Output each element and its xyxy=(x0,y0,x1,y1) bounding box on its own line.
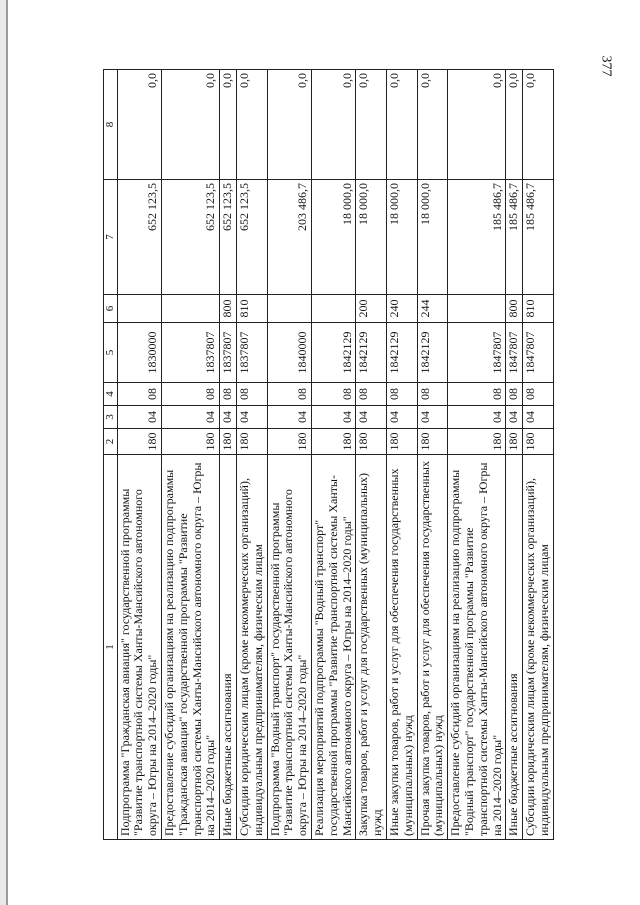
row-code-ministry: 180 xyxy=(506,429,523,455)
row-amount-col8: 0,0 xyxy=(386,70,417,180)
row-amount-col8: 0,0 xyxy=(523,70,554,180)
row-code-subsection: 08 xyxy=(417,383,448,406)
header-cell: 5 xyxy=(104,323,118,383)
row-description: Предоставление субсидий организациям на реализацию подпрограммы "Водный транспорт" государственной программы "Развитие транспортной системы Ханты-Мансийского автономного округа – Югры на 2014–2020 годы" xyxy=(448,455,506,840)
header-cell: 4 xyxy=(104,383,118,406)
row-code-section: 04 xyxy=(506,406,523,429)
row-code-expense: 800 xyxy=(506,295,523,323)
row-code-subsection: 08 xyxy=(448,383,506,406)
row-code-subsection: 08 xyxy=(312,383,356,406)
row-code-expense xyxy=(448,295,506,323)
row-amount-col7: 652 123,5 xyxy=(162,180,220,295)
row-code-target: 1837807 xyxy=(162,323,220,383)
row-code-target: 1842129 xyxy=(356,323,387,383)
row-amount-col8: 0,0 xyxy=(117,70,161,180)
row-code-target: 1842129 xyxy=(312,323,356,383)
row-amount-col7: 185 486,7 xyxy=(448,180,506,295)
row-code-section: 04 xyxy=(386,406,417,429)
row-code-section: 04 xyxy=(417,406,448,429)
row-description: Иные бюджетные ассигнования xyxy=(506,455,523,840)
row-amount-col7: 18 000,0 xyxy=(356,180,387,295)
row-description: Закупка товаров, работ и услуг для государственных (муниципальных) нужд xyxy=(356,455,387,840)
table-row xyxy=(506,70,523,840)
table-row xyxy=(356,70,387,840)
rotated-table-frame xyxy=(103,70,623,840)
header-cell: 8 xyxy=(104,70,118,180)
row-code-section: 04 xyxy=(356,406,387,429)
row-code-expense xyxy=(267,295,311,323)
row-amount-col7: 652 123,5 xyxy=(117,180,161,295)
table-row xyxy=(417,70,448,840)
row-code-section: 04 xyxy=(117,406,161,429)
table-row xyxy=(267,70,311,840)
row-code-subsection: 08 xyxy=(506,383,523,406)
header-cell: 3 xyxy=(104,406,118,429)
header-cell: 1 xyxy=(104,455,118,840)
row-code-ministry: 180 xyxy=(237,429,268,455)
row-code-subsection: 08 xyxy=(237,383,268,406)
row-code-ministry: 180 xyxy=(267,429,311,455)
row-description: Прочая закупка товаров, работ и услуг для обеспечения государственных (муниципальных) нужд xyxy=(417,455,448,840)
row-code-subsection: 08 xyxy=(386,383,417,406)
row-description: Предоставление субсидий организациям на реализацию подпрограммы "Гражданская авиация" государственной программы "Развитие транспортной системы Ханты-Мансийского автономного округа – Югры на 2014–2020 годы" xyxy=(162,455,220,840)
row-code-target: 1837807 xyxy=(220,323,237,383)
row-code-section: 04 xyxy=(448,406,506,429)
header-cell: 2 xyxy=(104,429,118,455)
row-code-target: 1837807 xyxy=(237,323,268,383)
row-amount-col7: 652 123,5 xyxy=(220,180,237,295)
table-row xyxy=(220,70,237,840)
row-code-ministry: 180 xyxy=(417,429,448,455)
row-code-subsection: 08 xyxy=(117,383,161,406)
row-description: Субсидии юридическим лицам (кроме некоммерческих организаций), индивидуальным предпринимателям, физическим лицам xyxy=(523,455,554,840)
row-amount-col7: 18 000,0 xyxy=(312,180,356,295)
row-code-subsection: 08 xyxy=(267,383,311,406)
table-row xyxy=(162,70,220,840)
row-code-section: 04 xyxy=(312,406,356,429)
table-body xyxy=(117,70,553,840)
row-amount-col7: 185 486,7 xyxy=(506,180,523,295)
row-code-subsection: 08 xyxy=(523,383,554,406)
row-amount-col8: 0,0 xyxy=(237,70,268,180)
row-code-expense: 200 xyxy=(356,295,387,323)
row-code-ministry: 180 xyxy=(220,429,237,455)
row-code-subsection: 08 xyxy=(162,383,220,406)
row-description: Подпрограмма "Гражданская авиация" государственной программы "Развитие транспортной системы Ханты-Мансийского автономного округа – Югры на 2014–2020 годы" xyxy=(117,455,161,840)
row-code-subsection: 08 xyxy=(356,383,387,406)
row-code-target: 1830000 xyxy=(117,323,161,383)
row-code-target: 1840000 xyxy=(267,323,311,383)
table-header-row xyxy=(104,70,118,840)
row-code-ministry: 180 xyxy=(523,429,554,455)
page-number: 377 xyxy=(598,55,614,77)
row-amount-col7: 18 000,0 xyxy=(386,180,417,295)
row-code-target: 1847807 xyxy=(523,323,554,383)
row-amount-col8: 0,0 xyxy=(417,70,448,180)
row-code-ministry: 180 xyxy=(117,429,161,455)
row-description: Подпрограмма "Водный транспорт" государственной программы "Развитие транспортной системы Ханты-Мансийского автономного округа – Югры на 2014–2020 годы" xyxy=(267,455,311,840)
row-description: Реализация мероприятий подпрограммы "Водный транспорт" государственной программы "Развитие транспортной системы Ханты-Мансийского автономного округа – Югры на 2014–2020 годы" xyxy=(312,455,356,840)
budget-table xyxy=(103,69,554,840)
row-code-expense: 810 xyxy=(523,295,554,323)
row-amount-col8: 0,0 xyxy=(220,70,237,180)
row-code-expense xyxy=(312,295,356,323)
table-row xyxy=(523,70,554,840)
row-description: Субсидии юридическим лицам (кроме некоммерческих организаций), индивидуальным предпринимателям, физическим лицам xyxy=(237,455,268,840)
row-amount-col8: 0,0 xyxy=(267,70,311,180)
row-amount-col7: 185 486,7 xyxy=(523,180,554,295)
header-cell: 7 xyxy=(104,180,118,295)
row-code-ministry: 180 xyxy=(448,429,506,455)
row-amount-col7: 18 000,0 xyxy=(417,180,448,295)
row-code-target: 1842129 xyxy=(386,323,417,383)
row-code-expense: 240 xyxy=(386,295,417,323)
row-code-expense xyxy=(117,295,161,323)
row-code-section: 04 xyxy=(162,406,220,429)
row-code-ministry: 180 xyxy=(386,429,417,455)
row-code-section: 04 xyxy=(267,406,311,429)
row-code-target: 1842129 xyxy=(417,323,448,383)
row-code-target: 1847807 xyxy=(506,323,523,383)
row-code-ministry: 180 xyxy=(312,429,356,455)
row-amount-col7: 203 486,7 xyxy=(267,180,311,295)
row-code-ministry: 180 xyxy=(162,429,220,455)
row-code-section: 04 xyxy=(523,406,554,429)
row-amount-col7: 652 123,5 xyxy=(237,180,268,295)
rotated-table-content xyxy=(103,70,623,840)
scan-edge-line xyxy=(6,0,8,905)
table-row xyxy=(117,70,161,840)
row-amount-col8: 0,0 xyxy=(356,70,387,180)
row-amount-col8: 0,0 xyxy=(448,70,506,180)
table-row xyxy=(386,70,417,840)
row-code-expense: 810 xyxy=(237,295,268,323)
row-amount-col8: 0,0 xyxy=(162,70,220,180)
header-cell: 6 xyxy=(104,295,118,323)
row-code-section: 04 xyxy=(237,406,268,429)
row-code-section: 04 xyxy=(220,406,237,429)
row-code-ministry: 180 xyxy=(356,429,387,455)
row-amount-col8: 0,0 xyxy=(312,70,356,180)
row-amount-col8: 0,0 xyxy=(506,70,523,180)
row-description: Иные бюджетные ассигнования xyxy=(220,455,237,840)
table-row xyxy=(448,70,506,840)
row-code-expense: 244 xyxy=(417,295,448,323)
row-code-expense: 800 xyxy=(220,295,237,323)
row-code-expense xyxy=(162,295,220,323)
row-description: Иные закупки товаров, работ и услуг для обеспечения государственных (муниципальных) нужд xyxy=(386,455,417,840)
row-code-target: 1847807 xyxy=(448,323,506,383)
row-code-subsection: 08 xyxy=(220,383,237,406)
table-row xyxy=(312,70,356,840)
table-row xyxy=(237,70,268,840)
